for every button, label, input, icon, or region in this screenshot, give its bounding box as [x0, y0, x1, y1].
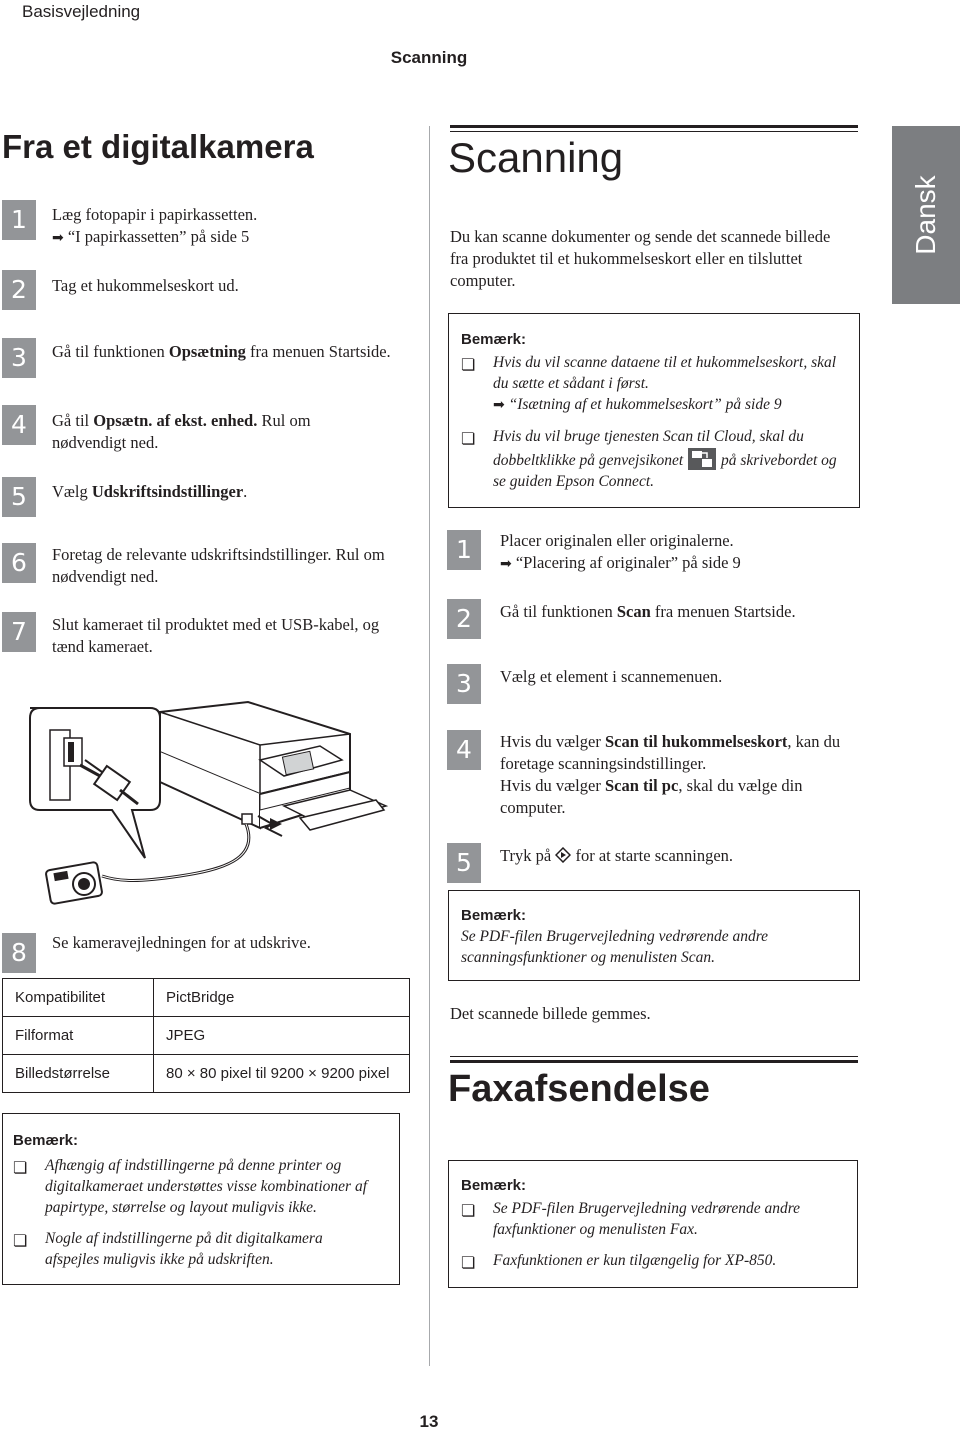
arrow-right-icon: ➡ [52, 230, 64, 246]
fax-title: Faxafsendelse [448, 1068, 710, 1110]
table-cell-label: Billedstørrelse [3, 1055, 154, 1093]
table-cell-label: Kompatibilitet [3, 979, 154, 1017]
step-text [500, 530, 741, 575]
note-title: Bemærk: [461, 1177, 527, 1194]
language-tab-label: Dansk [910, 175, 941, 255]
left-title: Fra et digitalkamera [2, 128, 314, 165]
scan-step-2-text: Gå til funktionen Scan fra menuen Startside. [500, 602, 796, 621]
note-title: Bemærk: [461, 907, 527, 924]
step-6-text: Foretag de relevante udskriftsindstillinger. Rul om nødvendigt ned. [52, 545, 385, 586]
step-2-text: Tag et hukommelseskort ud. [52, 276, 239, 295]
list-item [13, 1228, 379, 1270]
list-item [461, 426, 845, 492]
title-rule [450, 131, 858, 132]
list-item [461, 1250, 847, 1271]
start-button-icon [555, 847, 571, 863]
scan-step-5-text: Tryk på for at starte scanningen. [500, 846, 734, 865]
step-7-text: Slut kameraet til produktet med et USB-kabel, og tænd kameraet. [52, 615, 380, 656]
note-box [448, 313, 860, 508]
step-number: 3 [2, 338, 36, 378]
checkbox-icon: ❏ [461, 1201, 476, 1220]
table-row [3, 1055, 410, 1093]
step-number: 3 [447, 664, 481, 704]
step-3-text: Gå til funktionen Opsætning fra menuen Startside. [52, 342, 391, 361]
checkbox-icon: ❏ [461, 1253, 476, 1272]
table-row [3, 1017, 410, 1055]
language-tab [892, 126, 960, 304]
camera-printer-illustration [20, 690, 420, 910]
table-row [3, 979, 410, 1017]
checkbox-icon: ❏ [461, 355, 476, 374]
note-item-text: Nogle af indstillingerne på dit digitalkamera afspejles muligvis ikke på udskriften. [45, 1230, 323, 1268]
step-1-ref: “I papirkassetten” på side 5 [67, 227, 250, 246]
table-cell-value: PictBridge [154, 979, 410, 1017]
section-header: Scanning [390, 48, 468, 67]
step-number: 5 [447, 843, 481, 883]
note-box [448, 1160, 858, 1288]
note-item-text: på skrivebordet og se guiden Epson Connect. [493, 452, 837, 490]
step-number: 4 [2, 405, 36, 445]
arrow-right-icon: ➡ [500, 556, 512, 572]
list-item [461, 352, 845, 416]
step-number: 8 [2, 933, 36, 973]
scan-to-cloud-shortcut-icon [687, 447, 717, 471]
checkbox-icon: ❏ [461, 429, 476, 448]
note-item-ref: “Isætning af et hukommelseskort” på side 9 [508, 396, 782, 413]
step-number: 2 [447, 599, 481, 639]
note-item-text: Afhængig af indstillingerne på denne printer og digitalkameraet understøttes visse kombinationer af papirtype, størrelse og layout muligvis ikke. [45, 1157, 368, 1216]
scan-step-4-text: Hvis du vælger Scan til hukommelseskort, kan du foretage scanningsindstillinger. Hvis du vælger Scan til pc, skal du vælge din computer. [500, 732, 841, 817]
checkbox-icon: ❏ [13, 1231, 28, 1250]
step-number: 4 [447, 730, 481, 770]
table-cell-value: JPEG [154, 1017, 410, 1055]
list-item [461, 1198, 847, 1240]
note-item-text: Faxfunktionen er kun tilgængelig for XP-850. [493, 1252, 777, 1269]
table-cell-label: Filformat [3, 1017, 154, 1055]
scan-step-3-text: Vælg et element i scannemenuen. [500, 667, 723, 686]
page-title: Scanning [448, 134, 624, 181]
table-cell-value: 80 × 80 pixel til 9200 × 9200 pixel [154, 1055, 410, 1093]
step-text [52, 204, 412, 249]
note-item-text: Hvis du vil scanne dataene til et hukommelseskort, skal du sætte et sådant i først. [493, 354, 837, 392]
note-box [2, 1113, 400, 1285]
step-1-text: Læg fotopapir i papirkassetten. [52, 205, 258, 224]
note-title: Bemærk: [13, 1132, 79, 1149]
intro-text: Du kan scanne dokumenter og sende det scannede billede fra produktet til et hukommelseskort eller en tilsluttet computer. [450, 227, 831, 290]
title-rule [450, 125, 858, 128]
scan-step-1-ref: “Placering af originaler” på side 9 [515, 553, 741, 572]
running-header: Basisvejledning [22, 2, 141, 21]
step-number: 6 [2, 543, 36, 583]
step-number: 5 [2, 477, 36, 517]
step-number: 1 [447, 530, 481, 570]
step-8-text: Se kameravejledningen for at udskrive. [52, 933, 311, 952]
step-number: 1 [2, 200, 36, 240]
note-text: Se PDF-filen Brugervejledning vedrørende andre scanningsfunktioner og menulisten Scan. [461, 928, 769, 966]
list-item [13, 1155, 379, 1218]
title-rule [450, 1060, 858, 1063]
column-divider [429, 126, 430, 1366]
spec-table [2, 978, 410, 1093]
page-number: 13 [419, 1412, 439, 1431]
step-number: 7 [2, 612, 36, 652]
scan-step-1-text: Placer originalen eller originalerne. [500, 531, 734, 550]
note-item-text: Hvis du vil bruge tjenesten Scan til Cloud, skal du dobbeltklikke på genvejsikonet [493, 428, 804, 469]
note-box [448, 890, 860, 981]
note-title: Bemærk: [461, 331, 527, 348]
step-number: 2 [2, 270, 36, 310]
step-5-text: Vælg Udskriftsindstillinger. [52, 482, 248, 501]
step-4-text: Gå til Opsætn. af ekst. enhed. Rul om nødvendigt ned. [52, 411, 311, 452]
arrow-right-icon: ➡ [493, 397, 505, 413]
saved-text: Det scannede billede gemmes. [450, 1004, 651, 1023]
note-item-text: Se PDF-filen Brugervejledning vedrørende andre faxfunktioner og menulisten Fax. [493, 1200, 801, 1238]
checkbox-icon: ❏ [13, 1158, 28, 1177]
title-rule [450, 1056, 858, 1057]
